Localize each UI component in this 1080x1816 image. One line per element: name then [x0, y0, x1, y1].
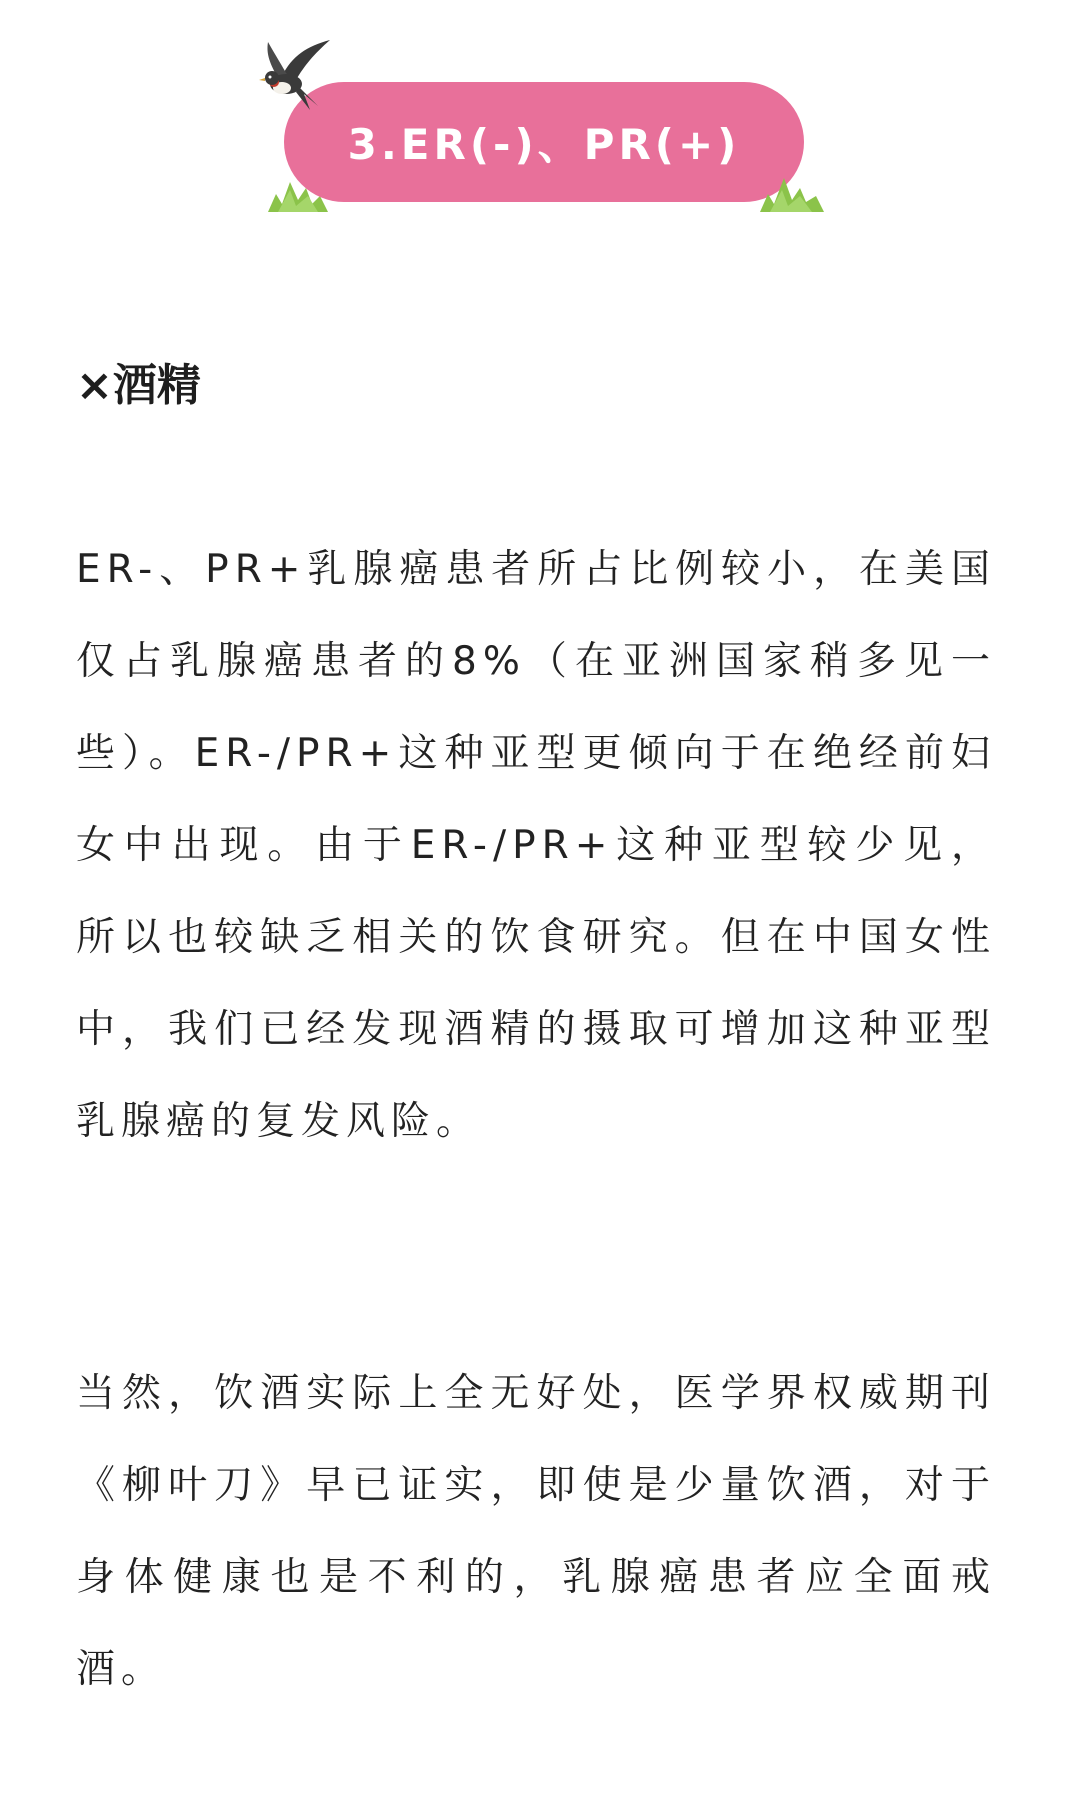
section-title-banner — [284, 82, 804, 202]
swallow-icon — [252, 36, 332, 112]
subheading: ×酒精 — [76, 360, 201, 411]
section-header — [268, 56, 828, 216]
section-title: 3.ER(-)、PR(+) — [347, 120, 741, 169]
paragraph: ER-、PR+乳腺癌患者所占比例较小，在美国仅占乳腺癌患者的8%（在亚洲国家稍多见一些）。ER-/PR+这种亚型更倾向于在绝经前妇女中出现。由于ER-/PR+这种亚型较少见，所以也较缺乏相关的饮食研究。但在中国女性中，我们已经发现酒精的摄取可增加这种亚型乳腺癌的复发风险。 — [76, 547, 996, 1144]
grass-icon — [754, 172, 824, 212]
paragraph: 当然，饮酒实际上全无好处，医学界权威期刊《柳叶刀》早已证实，即使是少量饮酒，对于身体健康也是不利的，乳腺癌患者应全面戒酒。 — [76, 1371, 996, 1692]
